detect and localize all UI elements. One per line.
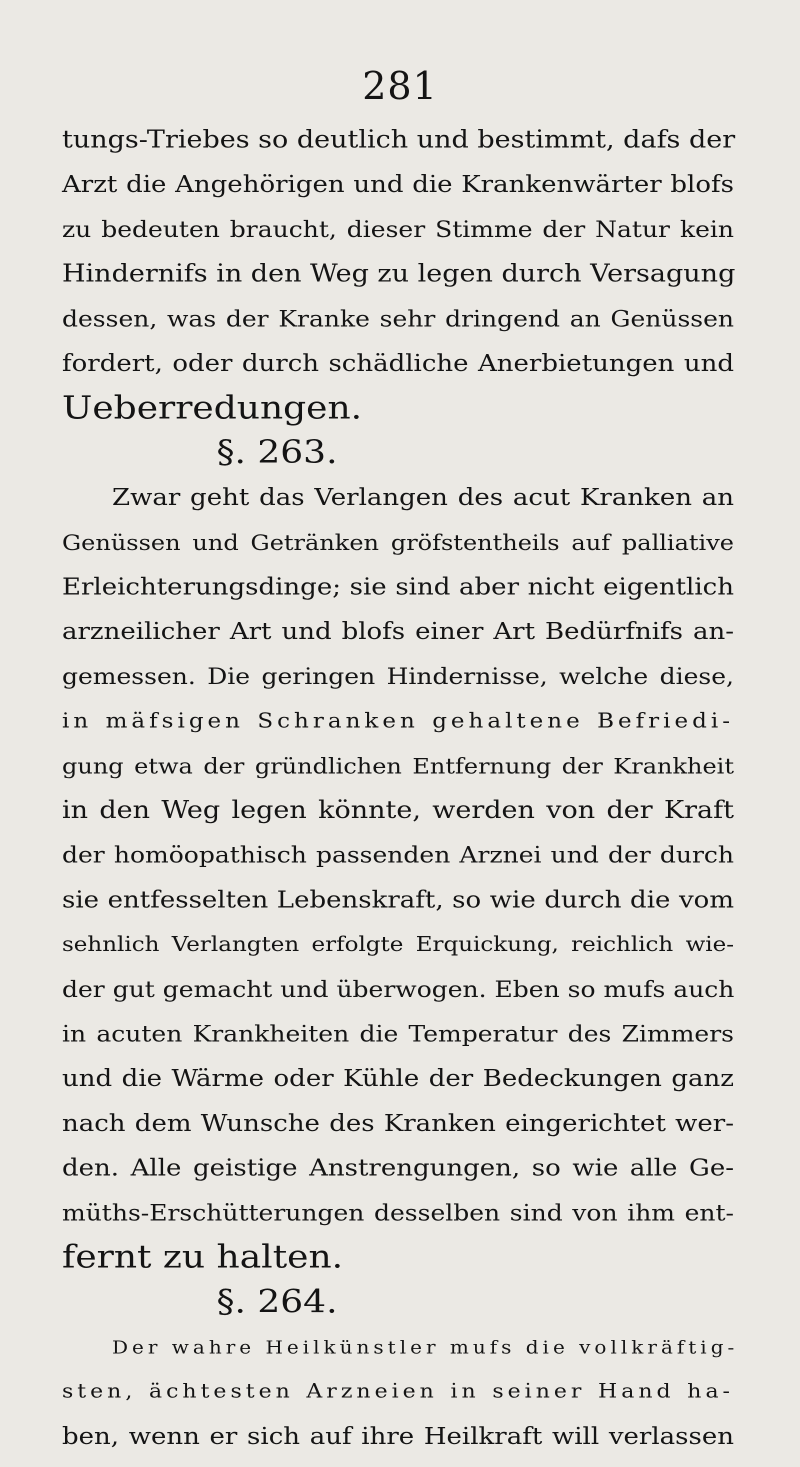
text-line: dessen, was der Kranke sehr dringend an Genüssen: [62, 305, 734, 332]
text-line: in mäfsigen Schranken gehaltene Befriedi-: [62, 709, 734, 734]
text-line: Ueberredungen.: [62, 389, 363, 427]
text-line: Zwar geht das Verlangen des acut Kranken an: [112, 484, 734, 512]
text-line: den. Alle geistige Anstrengungen, so wie alle Ge-: [62, 1155, 734, 1182]
text-line: Genüssen und Getränken gröfstentheils auf palliative: [62, 530, 734, 556]
text-line: sie entfesselten Lebenskraft, so wie durch die vom: [62, 886, 734, 914]
page-number: 281: [362, 64, 438, 108]
text-line: müths-Erschütterungen desselben sind von ihm ent-: [62, 1199, 734, 1226]
text-line: gemessen. Die geringen Hindernisse, welche diese,: [62, 663, 734, 690]
text-line: fordert, oder durch schädliche Anerbietungen und: [62, 350, 734, 378]
text-line: Arzt die Angehörigen und die Krankenwärter blofs: [62, 171, 734, 199]
section-heading: §. 263.: [216, 434, 338, 472]
text-line: sehnlich Verlangten erfolgte Erquickung, reichlich wie-: [62, 933, 734, 957]
text-line: zu bedeuten braucht, dieser Stimme der Natur kein: [62, 216, 734, 243]
text-line: der gut gemacht und überwogen. Eben so mufs auch: [62, 976, 735, 1003]
text-line: nach dem Wunsche des Kranken eingerichtet wer-: [62, 1110, 734, 1138]
text-line: und die Wärme oder Kühle der Bedeckungen ganz: [62, 1065, 734, 1093]
text-line: in acuten Krankheiten die Temperatur des Zimmers: [62, 1020, 734, 1047]
text-line: ben, wenn er sich auf ihre Heilkraft will verlassen: [62, 1423, 734, 1451]
text-line: der homöopathisch passenden Arznei und der durch: [62, 842, 734, 869]
text-line: Hindernifs in den Weg zu legen durch Versagung: [62, 260, 736, 288]
text-line: in den Weg legen könnte, werden von der Kraft: [62, 796, 734, 825]
section-heading: §. 264.: [216, 1283, 338, 1321]
text-line: gung etwa der gründlichen Entfernung der Krankheit: [62, 753, 734, 779]
text-line: Der wahre Heilkünstler mufs die vollkräftig-: [112, 1336, 739, 1358]
text-line: fernt zu halten.: [62, 1239, 344, 1276]
text-line: arzneilicher Art und blofs einer Art Bedürfnifs an-: [62, 618, 734, 646]
text-line: sten, ächtesten Arzneien in seiner Hand ha-: [62, 1380, 734, 1403]
text-line: tungs-Triebes so deutlich und bestimmt, dafs der: [62, 126, 736, 154]
text-line: Erleichterungsdinge; sie sind aber nicht eigentlich: [62, 573, 734, 601]
